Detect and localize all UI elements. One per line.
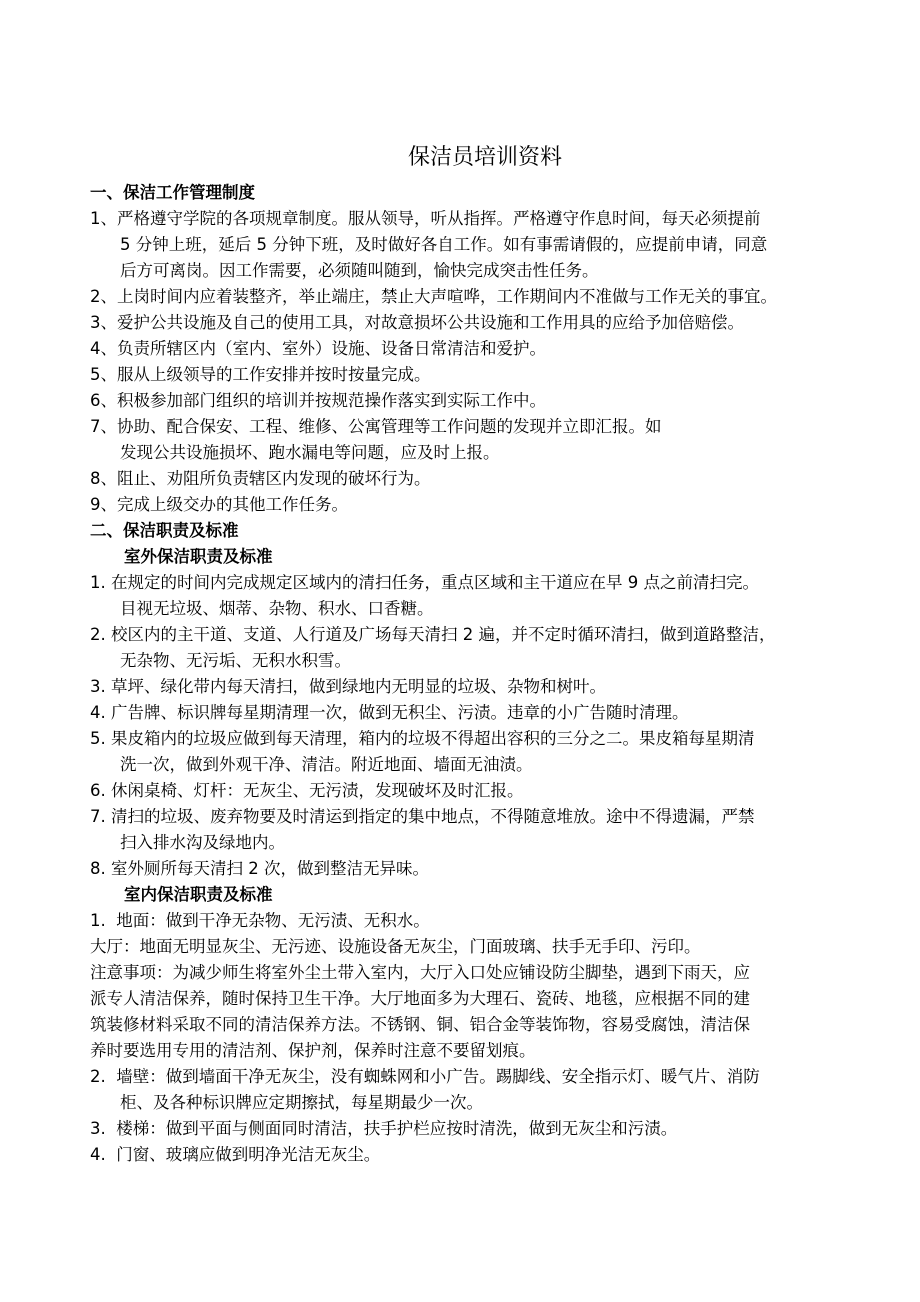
rule-item-7-cont: 发现公共设施损坏、跑水漏电等问题，应及时上报。 <box>120 443 500 462</box>
indoor-notes: 注意事项：为减少师生将室外尘土带入室内，大厅入口处应铺设防尘脚垫，遇到下雨天，应 <box>90 963 750 982</box>
outdoor-item-6: 6. 休闲桌椅、灯杆：无灰尘、无污渍，发现破坏及时汇报。 <box>90 781 524 800</box>
outdoor-item-3: 3. 草坪、绿化带内每天清扫，做到绿地内无明显的垃圾、杂物和树叶。 <box>90 677 606 696</box>
outdoor-item-8: 8. 室外厕所每天清扫 2 次，做到整洁无异味。 <box>90 859 429 878</box>
rule-item-1: 1、严格遵守学院的各项规章制度。服从领导，听从指挥。严格遵守作息时间，每天必须提前 <box>90 209 761 228</box>
indoor-item-4: 4. 门窗、玻璃应做到明净光洁无灰尘。 <box>90 1145 381 1164</box>
rule-item-3: 3、爱护公共设施及自己的使用工具，对故意损坏公共设施和工作用具的应给予加倍赔偿。 <box>90 313 744 332</box>
indoor-notes: 养时要选用专用的清洁剂、保护剂，保养时注意不要留划痕。 <box>90 1041 536 1060</box>
indoor-item-3: 3. 楼梯：做到平面与侧面同时清洁，扶手护栏应按时清洗，做到无灰尘和污渍。 <box>90 1119 678 1138</box>
indoor-item-2-cont: 柜、及各种标识牌应定期擦拭，每星期最少一次。 <box>120 1093 483 1112</box>
section-heading-duties: 二、保洁职责及标准 <box>90 521 239 540</box>
outdoor-item-4: 4. 广告牌、标识牌每星期清理一次，做到无积尘、污渍。违章的小广告随时清理。 <box>90 703 689 722</box>
document-body <box>90 180 850 1168</box>
indoor-item-1: 1. 地面：做到干净无杂物、无污渍、无积水。 <box>90 911 430 930</box>
indoor-item-2: 2. 墙壁：做到墙面干净无灰尘，没有蜘蛛网和小广告。踢脚线、安全指示灯、暖气片、消防 <box>90 1067 760 1086</box>
rule-item-8: 8、阻止、劝阻所负责辖区内发现的破坏行为。 <box>90 469 431 488</box>
outdoor-item-7-cont: 扫入排水沟及绿地内。 <box>120 833 285 852</box>
indoor-hall: 大厅：地面无明显灰尘、无污迹、设施设备无灰尘，门面玻璃、扶手无手印、污印。 <box>90 937 701 956</box>
outdoor-item-1-cont: 目视无垃圾、烟蒂、杂物、积水、口香糖。 <box>120 599 434 618</box>
outdoor-item-7: 7. 清扫的垃圾、废弃物要及时清运到指定的集中地点，不得随意堆放。途中不得遗漏，严禁 <box>90 807 755 826</box>
indoor-notes: 筑装修材料采取不同的清洁保养方法。不锈钢、铜、铝合金等装饰物，容易受腐蚀，清洁保 <box>90 1015 750 1034</box>
rule-item-5: 5、服从上级领导的工作安排并按时按量完成。 <box>90 365 431 384</box>
outdoor-item-2-cont: 无杂物、无污垢、无积水积雪。 <box>120 651 351 670</box>
rule-item-6: 6、积极参加部门组织的培训并按规范操作落实到实际工作中。 <box>90 391 546 410</box>
rule-item-4: 4、负责所辖区内（室内、室外）设施、设备日常清洁和爱护。 <box>90 339 546 358</box>
subheading-outdoor: 室外保洁职责及标准 <box>124 547 273 566</box>
outdoor-item-5-cont: 洗一次，做到外观干净、清洁。附近地面、墙面无油渍。 <box>120 755 533 774</box>
section-heading-management: 一、保洁工作管理制度 <box>90 183 255 202</box>
indoor-notes: 派专人清洁保养，随时保持卫生干净。大厅地面多为大理石、瓷砖、地毯，应根据不同的建 <box>90 989 750 1008</box>
rule-item-7: 7、协助、配合保安、工程、维修、公寓管理等工作问题的发现并立即汇报。如 <box>90 417 662 436</box>
outdoor-item-5: 5. 果皮箱内的垃圾应做到每天清理，箱内的垃圾不得超出容积的三分之二。果皮箱每星期清 <box>90 729 755 748</box>
rule-item-1-cont: 后方可离岗。因工作需要，必须随叫随到，愉快完成突击性任务。 <box>120 261 599 280</box>
document-title: 保洁员培训资料 <box>407 145 562 170</box>
outdoor-item-2: 2. 校区内的主干道、支道、人行道及广场每天清扫 2 遍，并不定时循环清扫，做到道路整洁， <box>90 625 776 644</box>
rule-item-2: 2、上岗时间内应着装整齐，举止端庄，禁止大声喧哗，工作期间内不准做与工作无关的事宜。 <box>90 287 777 306</box>
subheading-indoor: 室内保洁职责及标准 <box>124 885 273 904</box>
rule-item-1-cont: 5 分钟上班，延后 5 分钟下班，及时做好各自工作。如有事需请假的，应提前申请，同意 <box>120 235 768 254</box>
rule-item-9: 9、完成上级交办的其他工作任务。 <box>90 495 348 514</box>
outdoor-item-1: 1. 在规定的时间内完成规定区域内的清扫任务，重点区域和主干道应在早 9 点之前清扫完。 <box>90 573 759 592</box>
